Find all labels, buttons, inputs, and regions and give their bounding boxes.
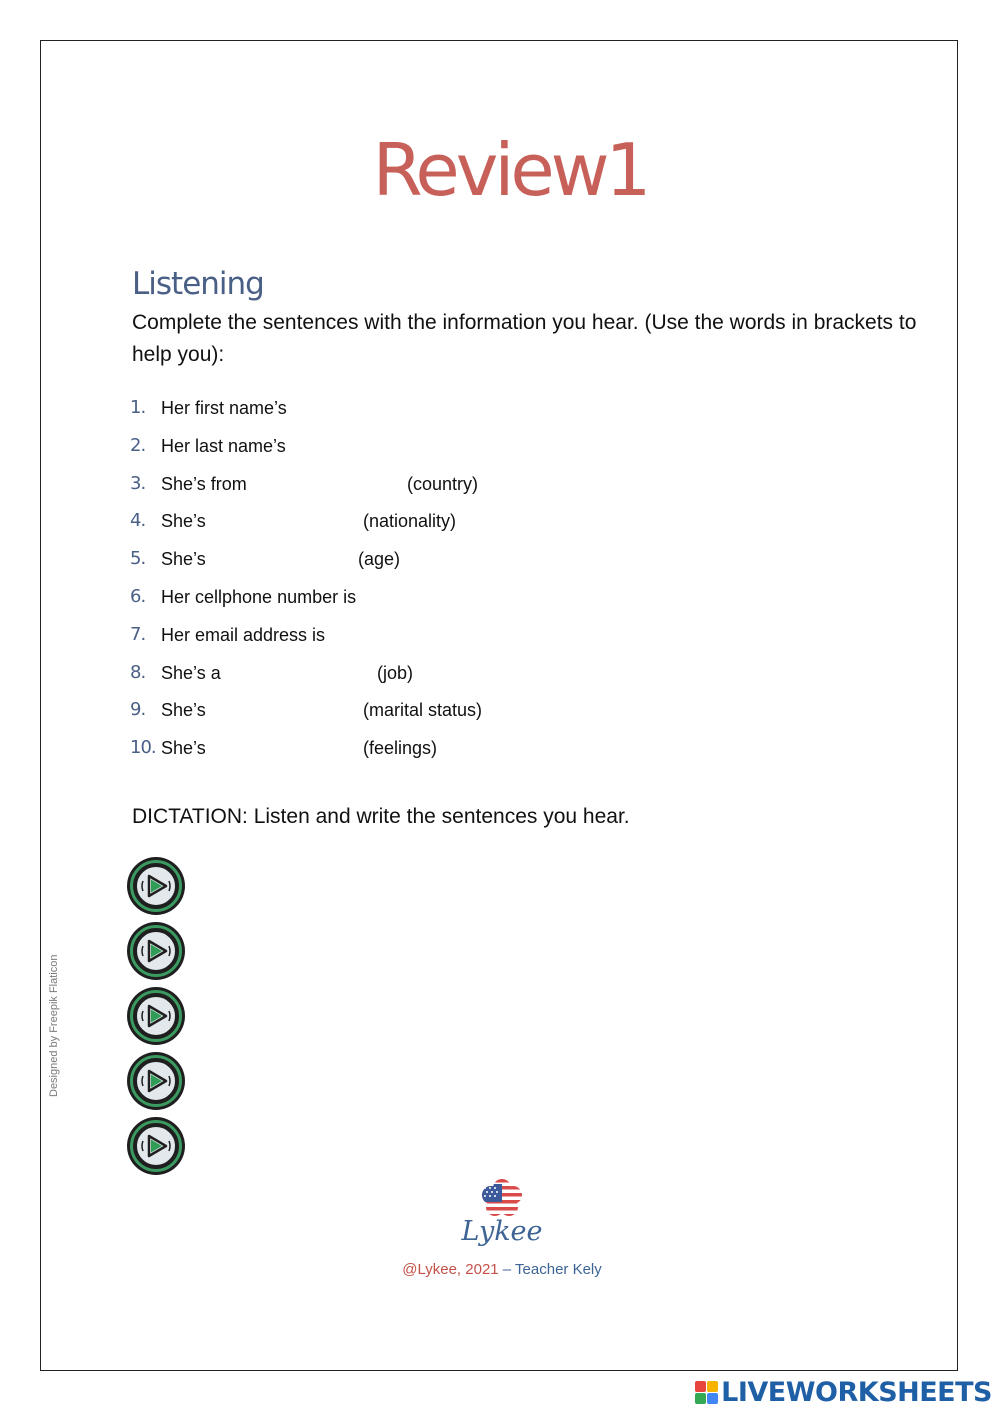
instructions-text: Complete the sentences with the information you hear. (Use the words in brackets to help you): xyxy=(132,311,917,366)
copyright-teacher: – Teacher Kely xyxy=(498,1261,602,1278)
question-number: 10. xyxy=(130,737,156,759)
play-icon xyxy=(127,1117,185,1175)
design-credit: Designed by Freepik Flaticon xyxy=(48,954,60,1097)
question-text: She’s from xyxy=(161,473,247,494)
question-row xyxy=(130,660,730,698)
logo-cube xyxy=(695,1393,706,1404)
play-audio-button-3[interactable] xyxy=(127,987,185,1045)
question-text: Her cellphone number is xyxy=(161,586,357,607)
question-text: She’s xyxy=(161,511,206,532)
question-text: Her last name’s xyxy=(161,435,286,456)
play-icon xyxy=(127,987,185,1045)
question-number: 8. xyxy=(130,661,146,683)
question-hint: (country) xyxy=(407,473,479,494)
question-text: Her first name’s xyxy=(161,398,287,418)
question-text: She’s xyxy=(161,738,206,759)
logo-cube xyxy=(695,1381,706,1392)
question-row xyxy=(130,697,730,735)
question-hint: (marital status) xyxy=(363,700,483,721)
audio-list xyxy=(127,857,185,1182)
question-row xyxy=(130,735,730,773)
logo-cube xyxy=(707,1393,718,1404)
question-number: 6. xyxy=(130,585,146,607)
question-text: Her email address is xyxy=(161,624,326,645)
section-heading: Listening xyxy=(132,266,264,302)
question-text: She’s xyxy=(161,700,206,721)
question-text: She’s xyxy=(161,549,206,570)
dictation-instruction: DICTATION: Listen and write the sentences you hear. xyxy=(132,805,630,828)
question-row xyxy=(130,508,730,546)
watermark-text: LIVEWORKSHEETS xyxy=(721,1377,992,1408)
question-row xyxy=(130,622,730,660)
logo-cube xyxy=(707,1381,718,1392)
question-row xyxy=(130,584,730,622)
question-number: 9. xyxy=(130,699,146,721)
question-row xyxy=(130,433,730,471)
question-number: 5. xyxy=(130,548,146,570)
copyright-owner: @Lykee, 2021 xyxy=(402,1261,499,1278)
question-number: 1. xyxy=(130,397,146,418)
question-row xyxy=(130,395,730,433)
play-icon xyxy=(127,1052,185,1110)
question-hint: (job) xyxy=(377,662,414,683)
worksheet-title: Review1 xyxy=(372,128,648,212)
question-hint: (age) xyxy=(358,549,401,570)
play-audio-button-4[interactable] xyxy=(127,1052,185,1110)
question-number: 7. xyxy=(130,623,146,645)
play-audio-button-2[interactable] xyxy=(127,922,185,980)
question-number: 2. xyxy=(130,434,146,456)
question-number: 3. xyxy=(130,472,146,494)
question-hint: (feelings) xyxy=(363,738,438,759)
copyright-line xyxy=(0,1261,1000,1278)
brand-name: Lykee xyxy=(461,1216,543,1247)
play-icon xyxy=(127,922,185,980)
question-text: She’s a xyxy=(161,662,221,683)
question-number: 4. xyxy=(130,510,146,532)
question-row xyxy=(130,471,730,509)
play-audio-button-5[interactable] xyxy=(127,1117,185,1175)
question-list xyxy=(130,395,730,773)
question-hint: (nationality) xyxy=(363,511,457,532)
play-audio-button-1[interactable] xyxy=(127,857,185,915)
play-icon xyxy=(127,857,185,915)
liveworksheets-logo-icon xyxy=(695,1381,718,1404)
liveworksheets-watermark[interactable] xyxy=(695,1377,992,1408)
question-row xyxy=(130,546,730,584)
